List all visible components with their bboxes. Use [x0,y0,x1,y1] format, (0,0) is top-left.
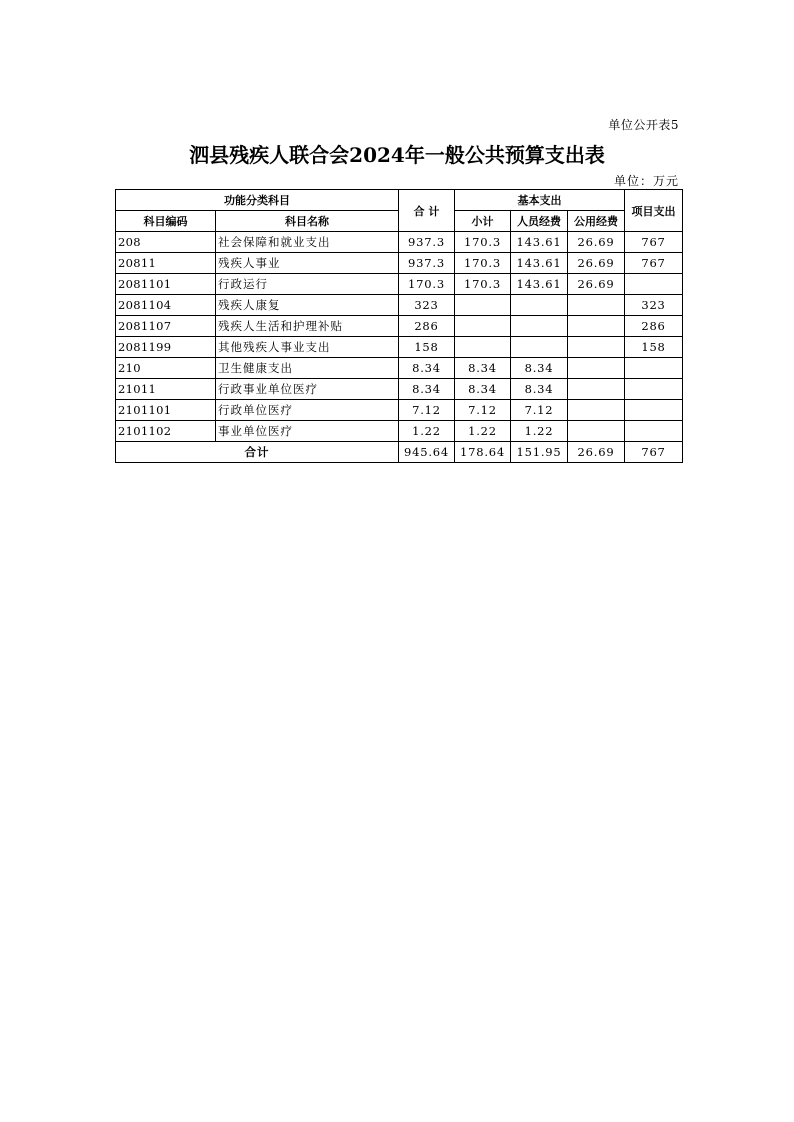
row-code: 2081199 [116,337,216,358]
row-public: 26.69 [568,253,625,274]
row-total: 7.12 [399,400,455,421]
row-code: 2101101 [116,400,216,421]
header-total: 合 计 [399,190,455,232]
row-project [625,379,683,400]
row-personnel [511,316,568,337]
row-subtotal: 8.34 [455,379,511,400]
row-subtotal: 7.12 [455,400,511,421]
row-total: 8.34 [399,358,455,379]
row-total: 8.34 [399,379,455,400]
row-total: 1.22 [399,421,455,442]
row-public: 26.69 [568,232,625,253]
row-name: 行政单位医疗 [216,400,399,421]
row-personnel: 1.22 [511,421,568,442]
totals-public: 26.69 [568,442,625,463]
row-public [568,421,625,442]
row-personnel [511,295,568,316]
row-code: 210 [116,358,216,379]
row-code: 21011 [116,379,216,400]
totals-label: 合计 [116,442,399,463]
table-row [116,337,683,358]
row-name: 行政运行 [216,274,399,295]
row-project: 323 [625,295,683,316]
row-public: 26.69 [568,274,625,295]
header-name: 科目名称 [216,211,399,232]
header-project-expenditure: 项目支出 [625,190,683,232]
table-row [116,379,683,400]
row-subtotal: 8.34 [455,358,511,379]
row-project [625,421,683,442]
table-row [116,400,683,421]
page-title: 泗县残疾人联合会2024年一般公共预算支出表 [189,143,605,167]
row-project [625,400,683,421]
totals-personnel: 151.95 [511,442,568,463]
row-project [625,274,683,295]
row-name: 残疾人康复 [216,295,399,316]
row-total: 158 [399,337,455,358]
row-public [568,337,625,358]
row-subtotal [455,337,511,358]
row-total: 937.3 [399,232,455,253]
row-subtotal [455,316,511,337]
row-public [568,379,625,400]
row-project: 158 [625,337,683,358]
row-code: 2101102 [116,421,216,442]
totals-total: 945.64 [399,442,455,463]
row-code: 2081104 [116,295,216,316]
row-project: 767 [625,232,683,253]
row-public [568,400,625,421]
row-personnel: 143.61 [511,274,568,295]
header-basic-expenditure: 基本支出 [455,190,625,211]
row-name: 卫生健康支出 [216,358,399,379]
row-name: 残疾人生活和护理补贴 [216,316,399,337]
header-subtotal: 小计 [455,211,511,232]
row-subtotal: 170.3 [455,232,511,253]
totals-subtotal: 178.64 [455,442,511,463]
table-row [116,253,683,274]
row-subtotal: 170.3 [455,253,511,274]
table-row [116,232,683,253]
row-personnel [511,337,568,358]
row-personnel: 143.61 [511,232,568,253]
row-total: 286 [399,316,455,337]
header-function-classification: 功能分类科目 [116,190,399,211]
header-public: 公用经费 [568,211,625,232]
unit-label: 单位：万元 [613,174,679,188]
row-name: 社会保障和就业支出 [216,232,399,253]
row-name: 残疾人事业 [216,253,399,274]
row-code: 2081107 [116,316,216,337]
row-total: 323 [399,295,455,316]
table-row [116,358,683,379]
budget-table [115,189,683,463]
row-project: 767 [625,253,683,274]
row-name: 事业单位医疗 [216,421,399,442]
header-personnel: 人员经费 [511,211,568,232]
row-subtotal [455,295,511,316]
row-personnel: 143.61 [511,253,568,274]
row-personnel: 8.34 [511,379,568,400]
table-row [116,274,683,295]
row-total: 170.3 [399,274,455,295]
totals-project: 767 [625,442,683,463]
row-subtotal: 170.3 [455,274,511,295]
table-number: 单位公开表5 [608,118,679,132]
row-public [568,358,625,379]
row-personnel: 8.34 [511,358,568,379]
row-project [625,358,683,379]
row-total: 937.3 [399,253,455,274]
table-row [116,295,683,316]
row-public [568,316,625,337]
totals-row [116,442,683,463]
header-code: 科目编码 [116,211,216,232]
row-project: 286 [625,316,683,337]
row-code: 20811 [116,253,216,274]
row-name: 行政事业单位医疗 [216,379,399,400]
row-subtotal: 1.22 [455,421,511,442]
row-code: 2081101 [116,274,216,295]
table-row [116,316,683,337]
row-personnel: 7.12 [511,400,568,421]
row-public [568,295,625,316]
table-row [116,421,683,442]
row-name: 其他残疾人事业支出 [216,337,399,358]
row-code: 208 [116,232,216,253]
